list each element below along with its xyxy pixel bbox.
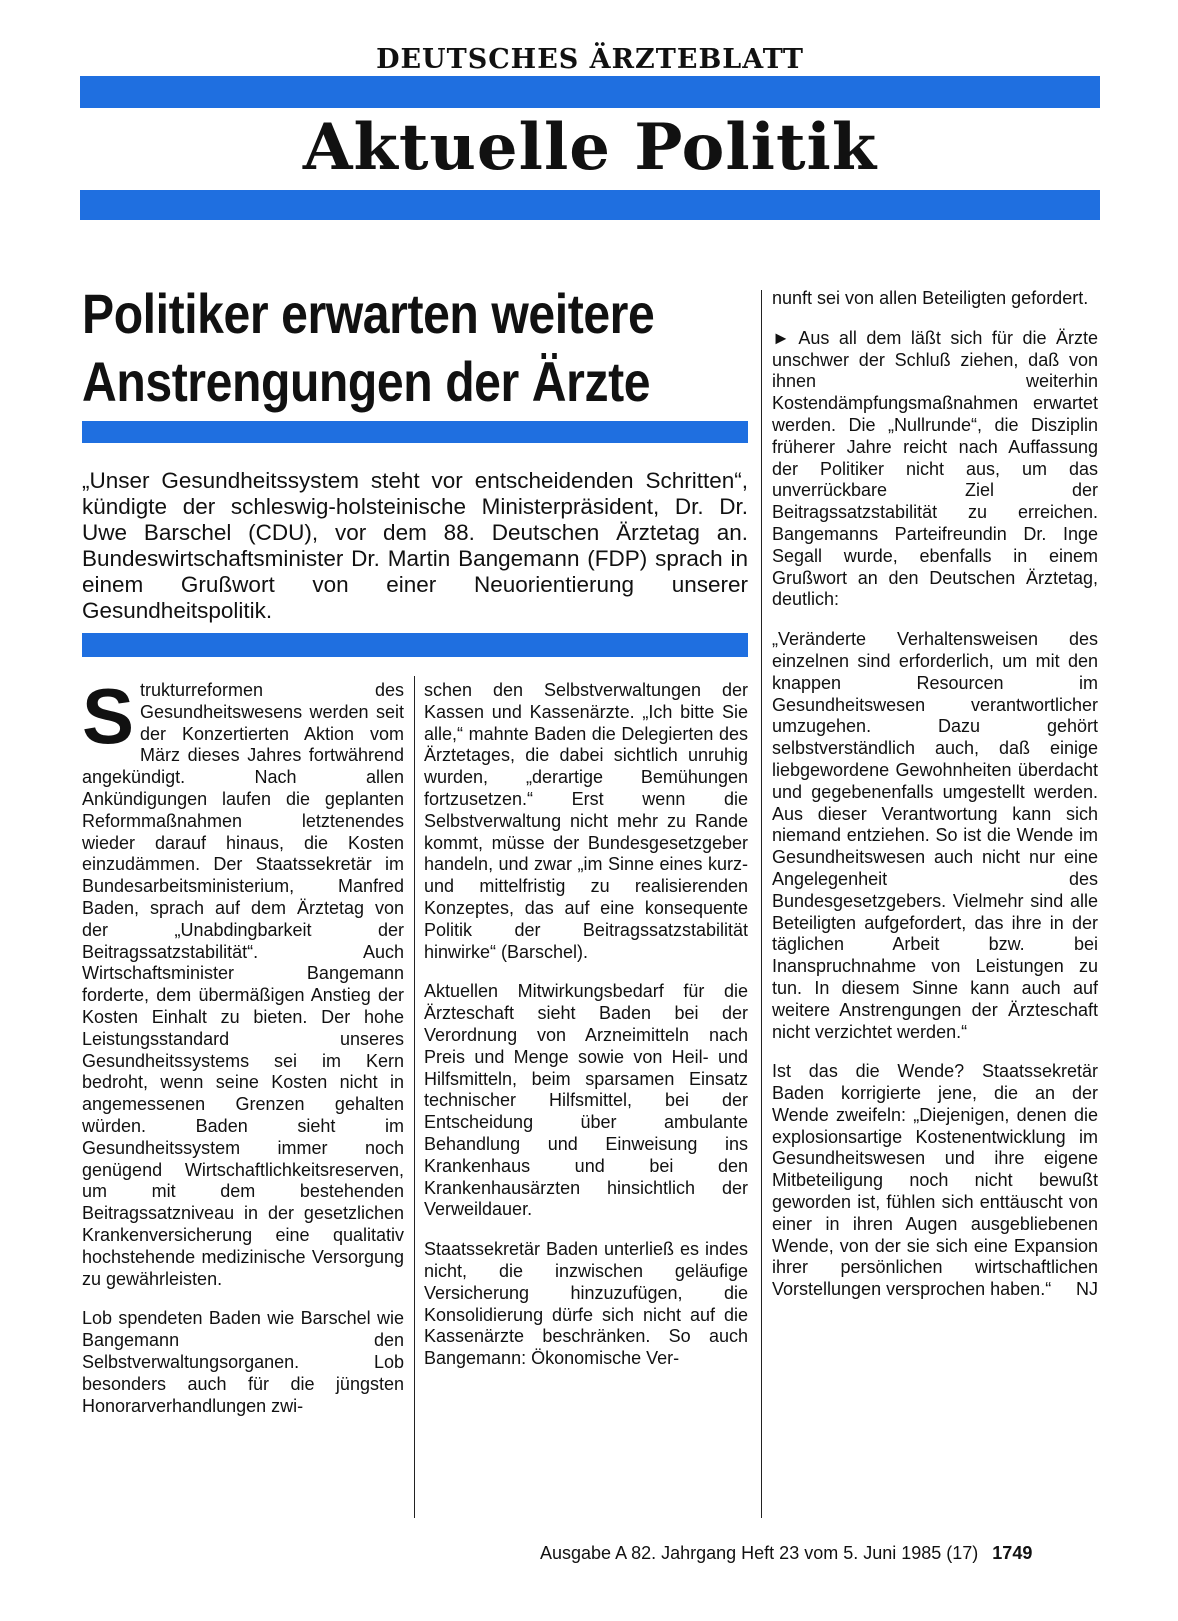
edition-info: Ausgabe A 82. Jahrgang Heft 23 vom 5. Juni 1985 (17) [540, 1543, 979, 1563]
col1-paragraph-2: Lob spendeten Baden wie Barschel wie Bangemann den Selbstverwaltungsorganen. Lob besonders auch für die jüngsten Honorarverhandlungen zwi- [82, 1308, 404, 1416]
lead-bar [82, 633, 748, 657]
headline-line-2: Anstrengungen der Ärzte [82, 350, 651, 413]
col1-paragraph-1: Strukturreformen des Gesundheitswesens werden seit der Konzertierten Aktion vom März dieses Jahres fortwährend angekündigt. Nach allen Ankündigungen laufen die geplanten Reformmaßnahmen letztenendes wieder darauf hinaus, die Kosten einzudämmen. Der Staatssekretär im Bundesarbeitsministerium, Manfred Baden, sprach auf dem Ärztetag von der „Unabdingbarkeit der Beitragssatzstabilität“. Auch Wirtschaftsminister Bangemann forderte, dem übermäßigen Anstieg der Kosten Einhalt zu bieten. Der hohe Leistungsstandard unseres Gesundheitssystems sei im Kern bedroht, wenn seine Kosten nicht in angemessenen Grenzen gehalten würden. Baden sieht im Gesundheitssystem immer noch genügend Wirtschaftlichkeitsreserven, um mit dem bestehenden Beitragssatzniveau in der gesetzlichen Krankenversicherung eine qualitativ hochstehende medizinische Versorgung zu gewährleisten. [82, 672, 404, 1289]
body-column-2 [424, 680, 748, 1388]
article-headline [82, 280, 667, 416]
section-title: Aktuelle Politik [302, 110, 878, 185]
col2-paragraph-1: schen den Selbstverwaltungen der Kassen und Kassenärzte. „Ich bitte Sie alle,“ mahnte Baden die Delegierten des Ärztetages, die dabei sichtlich unruhig wurden, „derartige Bemühungen fortzusetzen.“ Erst wenn die Selbstverwaltung nicht mehr zu Rande kommt, müsse der Bundesgesetzgeber handeln, und zwar „im Sinne eines kurz- und mittelfristig zu realisierenden Konzeptes, das auf eine konsequente Politik der Beitragssatzstabilität hinwirke“ (Barschel). [424, 680, 748, 962]
column-rule-2 [761, 290, 762, 1518]
masthead-bar-bottom [80, 190, 1100, 220]
lead-paragraph: „Unser Gesundheitssystem steht vor entscheidenden Schritten“, kündigte der schleswig-holsteinische Ministerpräsident, Dr. Dr. Uwe Barschel (CDU), vor dem 88. Deutschen Ärztetag an. Bundeswirtschaftsminister Dr. Martin Bangemann (FDP) sprach in einem Grußwort von einer Neuorientierung unserer Gesundheitspolitik. [82, 468, 748, 623]
col3-paragraph-3: „Veränderte Verhaltensweisen des einzelnen sind erforderlich, um mit den knappen Resourcen im Gesundheitswesen verantwortlicher umzugehen. Dazu gehört selbstverständlich auch, daß einige liebgewordene Gewohnheiten überdacht und gegebenenfalls umgestellt werden. Aus dieser Verantwortung kann sich niemand entziehen. So ist die Wende im Gesundheitswesen auch nicht nur eine Angelegenheit des Bundesgesetzgebers. Vielmehr sind alle Beteiligten aufgefordert, das ihre in der täglichen Arbeit bzw. bei Inanspruchnahme von Leistungen zu tun. In diesem Sinne kann auch auf weitere Anstrengungen der Ärzteschaft nicht verzichtet werden.“ [772, 629, 1098, 1042]
col2-paragraph-2: Aktuellen Mitwirkungsbedarf für die Ärzteschaft sieht Baden bei der Verordnung von Arzneimitteln nach Preis und Menge sowie von Heil- und Hilfsmitteln, beim sparsamen Einsatz technischer Hilfsmittel, bei der Entscheidung über ambulante Behandlung und Einweisung ins Krankenhaus und bei den Krankenhausärzten hinsichtlich der Verweildauer. [424, 981, 748, 1220]
page-number: 1749 [992, 1543, 1033, 1563]
body-column-1 [82, 672, 404, 1435]
col2-paragraph-3: Staatssekretär Baden unterließ es indes nicht, die inzwischen geläufige Versicherung hinzuzufügen, die Konsolidierung dürfe sich nicht auf die Kassenärzte beschränken. So auch Bangemann: Ökonomische Ver- [424, 1239, 748, 1369]
col3-paragraph-4: Ist das die Wende? Staatssekretär Baden korrigierte jene, die an der Wende zweifeln: „Diejenigen, denen die explosionsartige Kostenentwicklung im Gesundheitswesen und ihre eigene Mitbeteiligung noch nicht bewußt geworden ist, fühlen sich enttäuscht von einer in ihren Augen ausgebliebenen Wende, von der sie sich eine Expansion ihrer persönlichen wirtschaftlichen Vorstellungen versprochen haben.“ NJ [772, 1061, 1098, 1300]
author-signature: NJ [1076, 1279, 1098, 1300]
col3-paragraph-2: ► Aus all dem läßt sich für die Ärzte unschwer der Schluß ziehen, daß von ihnen weiterhin Kostendämpfungsmaßnahmen erwartet werden. Die „Nullrunde“, die Disziplin früherer Jahre reicht nach Auffassung der Politiker nicht aus, um das unverrückbare Ziel der Beitragssatzstabilität zu erreichen. Bangemanns Parteifreundin Dr. Inge Segall wurde, ebenfalls in einem Grußwort an den Deutschen Ärztetag, deutlich: [772, 327, 1098, 610]
drop-cap: S [82, 672, 135, 760]
page-footer [540, 1543, 1100, 1564]
masthead: DEUTSCHES ÄRZTEBLATT [376, 44, 804, 75]
column-rule-1 [414, 676, 415, 1518]
col3-paragraph-1: nunft sei von allen Beteiligten gefordert. [772, 288, 1089, 308]
body-column-3 [772, 288, 1098, 1319]
headline-bar [82, 421, 748, 443]
masthead-bar-top [80, 76, 1100, 108]
headline-line-1: Politiker erwarten weitere [82, 282, 655, 345]
